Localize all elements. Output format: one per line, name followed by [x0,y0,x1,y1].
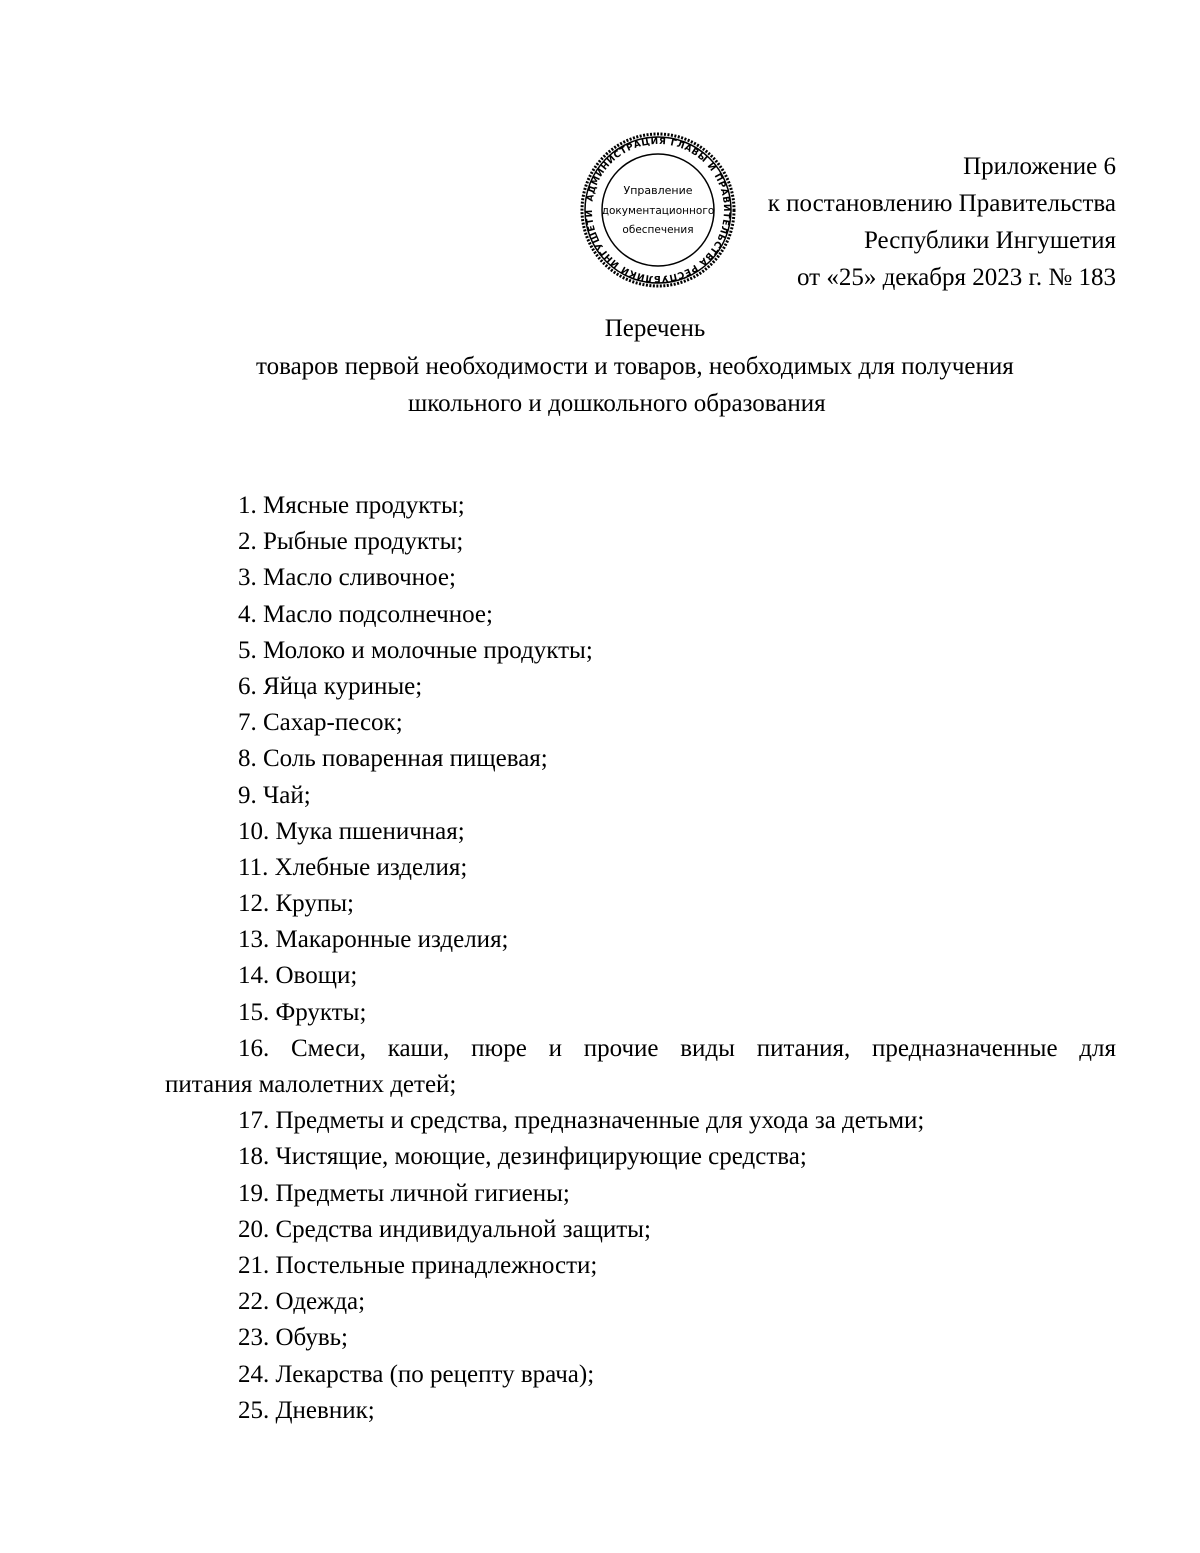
goods-list [0,488,1200,1429]
list-item-multiline [0,1031,1200,1103]
list-item: 25. Дневник; [238,1396,375,1424]
stamp-inner-line-2: документационного [601,205,715,217]
appendix-date: от «25» декабря 2023 г. № 183 [796,264,1116,291]
list-item: 20. Средства индивидуальной защиты; [238,1215,651,1243]
list-item: 17. Предметы и средства, предназначенные для ухода за детьми; [238,1107,925,1135]
list-item: 13. Макаронные изделия; [238,926,509,954]
list-item: 14. Овощи; [238,962,358,990]
list-item: 3. Масло сливочное; [238,564,456,592]
list-item: 11. Хлебные изделия; [238,853,468,881]
title-line-1: Перечень [604,315,706,342]
list-item: 19. Предметы личной гигиены; [238,1179,570,1207]
list-item: 23. Обувь; [238,1324,348,1352]
list-item: 8. Соль поваренная пищевая; [238,745,548,773]
list-item: 9. Чай; [238,781,311,809]
list-item: 5. Молоко и молочные продукты; [238,636,593,664]
document-title [150,310,1200,417]
list-item: 7. Сахар-песок; [238,709,403,737]
list-item: 2. Рыбные продукты; [238,528,464,556]
title-line-3: школьного и дошкольного образования [408,390,826,417]
title-line-2: товаров первой необходимости и товаров, необходимых для получения [256,353,1014,380]
list-item: 1. Мясные продукты; [238,492,465,519]
official-stamp [578,130,738,290]
appendix-number: Приложение 6 [963,153,1116,180]
list-item: 22. Одежда; [238,1288,366,1316]
stamp-outer-text: АДМИНИСТРАЦИЯ ГЛАВЫ И ПРАВИТЕЛЬСТВА РЕСПУБЛИКИ ИНГУШЕТИ [584,136,732,284]
list-item: 15. Фрукты; [238,998,367,1026]
list-item: 4. Масло подсолнечное; [238,600,493,628]
stamp-inner-line-3: обеспечения [622,224,694,236]
stamp-inner-line-1: Управление [623,184,693,197]
appendix-reference: к постановлению Правительства [767,190,1116,217]
list-item: 18. Чистящие, моющие, дезинфицирующие средства; [238,1143,807,1171]
list-item: 24. Лекарства (по рецепту врача); [238,1360,595,1388]
list-item-line-1: 16. Смеси, каши, пюре и прочие виды питания, предназначенные для [238,1034,1116,1062]
list-item-line-2: питания малолетних детей; [165,1071,457,1099]
list-item: 10. Мука пшеничная; [238,817,465,845]
list-item: 12. Крупы; [238,890,354,918]
list-item: 6. Яйца куриные; [238,672,423,700]
list-item: 21. Постельные принадлежности; [238,1251,598,1279]
appendix-republic: Республики Ингушетия [863,227,1116,254]
